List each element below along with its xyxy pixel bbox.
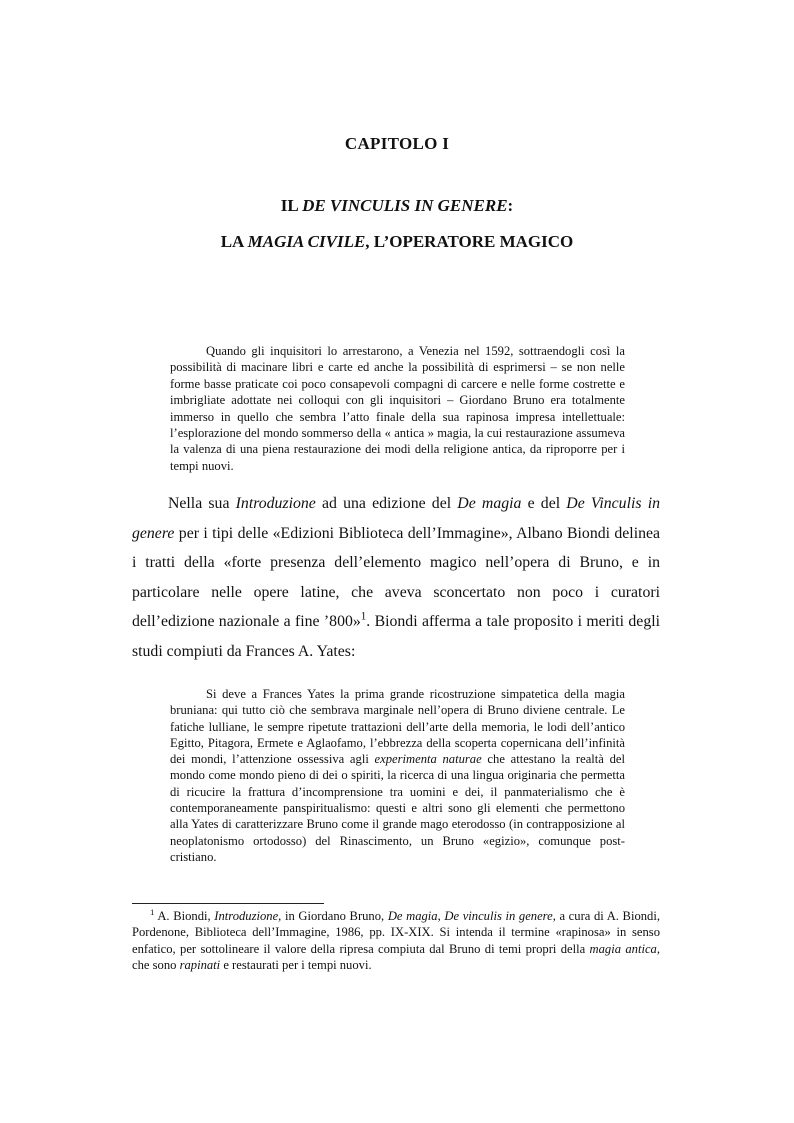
footnote-italic: De vinculis in genere — [444, 909, 553, 923]
quote-text: che attestano la realtà del mondo come mondo pieno di dei o spiriti, la ricerca di una lingua originaria che permetta di ricucire la frattura d’incomprensione tra uomini e dei, il panmaterialismo che è contemporaneamente panspiritualismo: questi e altri sono gli elementi che permettono alla Yates di caratterizzare Bruno come il grande mago eterodosso (in contrapposizione al neoplatonismo ortodosso) del Rinascimento, un Bruno «egizio», comunque post-cristiano. — [170, 752, 625, 864]
chapter-title-line-1 — [0, 196, 794, 216]
body-paragraph — [132, 489, 660, 666]
footnote-separator — [132, 903, 324, 904]
footnote-italic: De magia — [387, 909, 438, 923]
body-italic: De magia — [457, 495, 522, 512]
footnote-text: , in Giordano Bruno, — [278, 909, 388, 923]
body-text: per i tipi delle «Edizioni Biblioteca dell’Immagine», Albano Biondi delinea i tratti della «forte presenza dell’elemento magico nell’opera di Bruno, e in particolare nelle opere latine, che aveva sconcertato non poco i curatori dell’edizione nazionale a fine ’800» — [132, 524, 660, 630]
title-text: , L’OPERATORE MAGICO — [365, 232, 574, 251]
footnote-italic: magia antica — [589, 941, 657, 956]
block-quote — [170, 686, 625, 865]
body-italic: De Vinculis in genere — [132, 495, 660, 542]
footnote-text: , — [437, 909, 445, 923]
title-text: IL — [280, 196, 303, 215]
body-text: Nella sua — [168, 495, 236, 512]
footnote-text: A. Biondi, — [154, 909, 215, 923]
quote-italic: experimenta naturae — [374, 752, 482, 767]
body-text: ad una edizione del — [315, 495, 458, 512]
chapter-label: CAPITOLO I — [344, 134, 450, 153]
epigraph — [170, 343, 625, 474]
footnote-text: , che sono — [132, 941, 660, 972]
epigraph-text: Quando gli inquisitori lo arrestarono, a Venezia nel 1592, sottraendogli così la possibilità di macinare libri e carte ed anche la possibilità di esprimersi – se non nelle forme basse praticate coi poco consapevoli compagni di carcere e nelle forme costrette e imbrigliate adottate nei colloqui con gli inquisitori – Giordano Bruno era totalmente immerso in quello che sembra l’atto finale della sua rapinosa impresa intellettuale: l’esplorazione del mondo sommerso della « antica » magia, la cui restaurazione assumeva la valenza di una piena restaurazione dei modi della religione antica, da riproporre per i tempi nuovi. — [170, 344, 625, 473]
chapter-title-line-2 — [0, 232, 794, 252]
title-italic: MAGIA CIVILE — [247, 232, 366, 251]
title-italic: DE VINCULIS IN GENERE — [302, 196, 508, 215]
body-text: . Biondi afferma a tale proposito i meriti degli studi compiuti da Frances A. Yates: — [132, 613, 660, 660]
title-text: : — [507, 196, 514, 215]
footnote-text: e restaurati per i tempi nuovi. — [220, 957, 372, 972]
body-italic: Introduzione — [235, 495, 316, 512]
footnote — [132, 908, 660, 973]
body-text: e del — [521, 495, 567, 512]
footnote-italic: Introduzione — [214, 909, 279, 923]
footnote-number: 1 — [150, 906, 155, 917]
footnote-text: , a cura di A. Biondi, Pordenone, Biblioteca dell’Immagine, 1986, pp. IX-XIX. Si intenda il termine «rapinosa» in senso enfatico, per sottolineare il valore della ripresa compiuta dal Bruno di temi propri della — [132, 909, 660, 956]
title-text: LA — [220, 232, 248, 251]
footnote-reference[interactable]: 1 — [360, 610, 367, 623]
quote-text: Si deve a Frances Yates la prima grande ricostruzione simpatetica della magia bruniana: qui tutto ciò che sembrava marginale nell’opera di Bruno diviene centrale. Le fatiche lulliane, le sempre ripetute trattazioni dell’arte della memoria, le lodi dell’antico Egitto, Pitagora, Ermete e Aglaofamo, l’ebbrezza della scoperta copernicana dell’infinità dei mondi, l’attenzione ossessiva agli — [170, 687, 625, 767]
footnote-italic: rapinati — [179, 957, 221, 972]
